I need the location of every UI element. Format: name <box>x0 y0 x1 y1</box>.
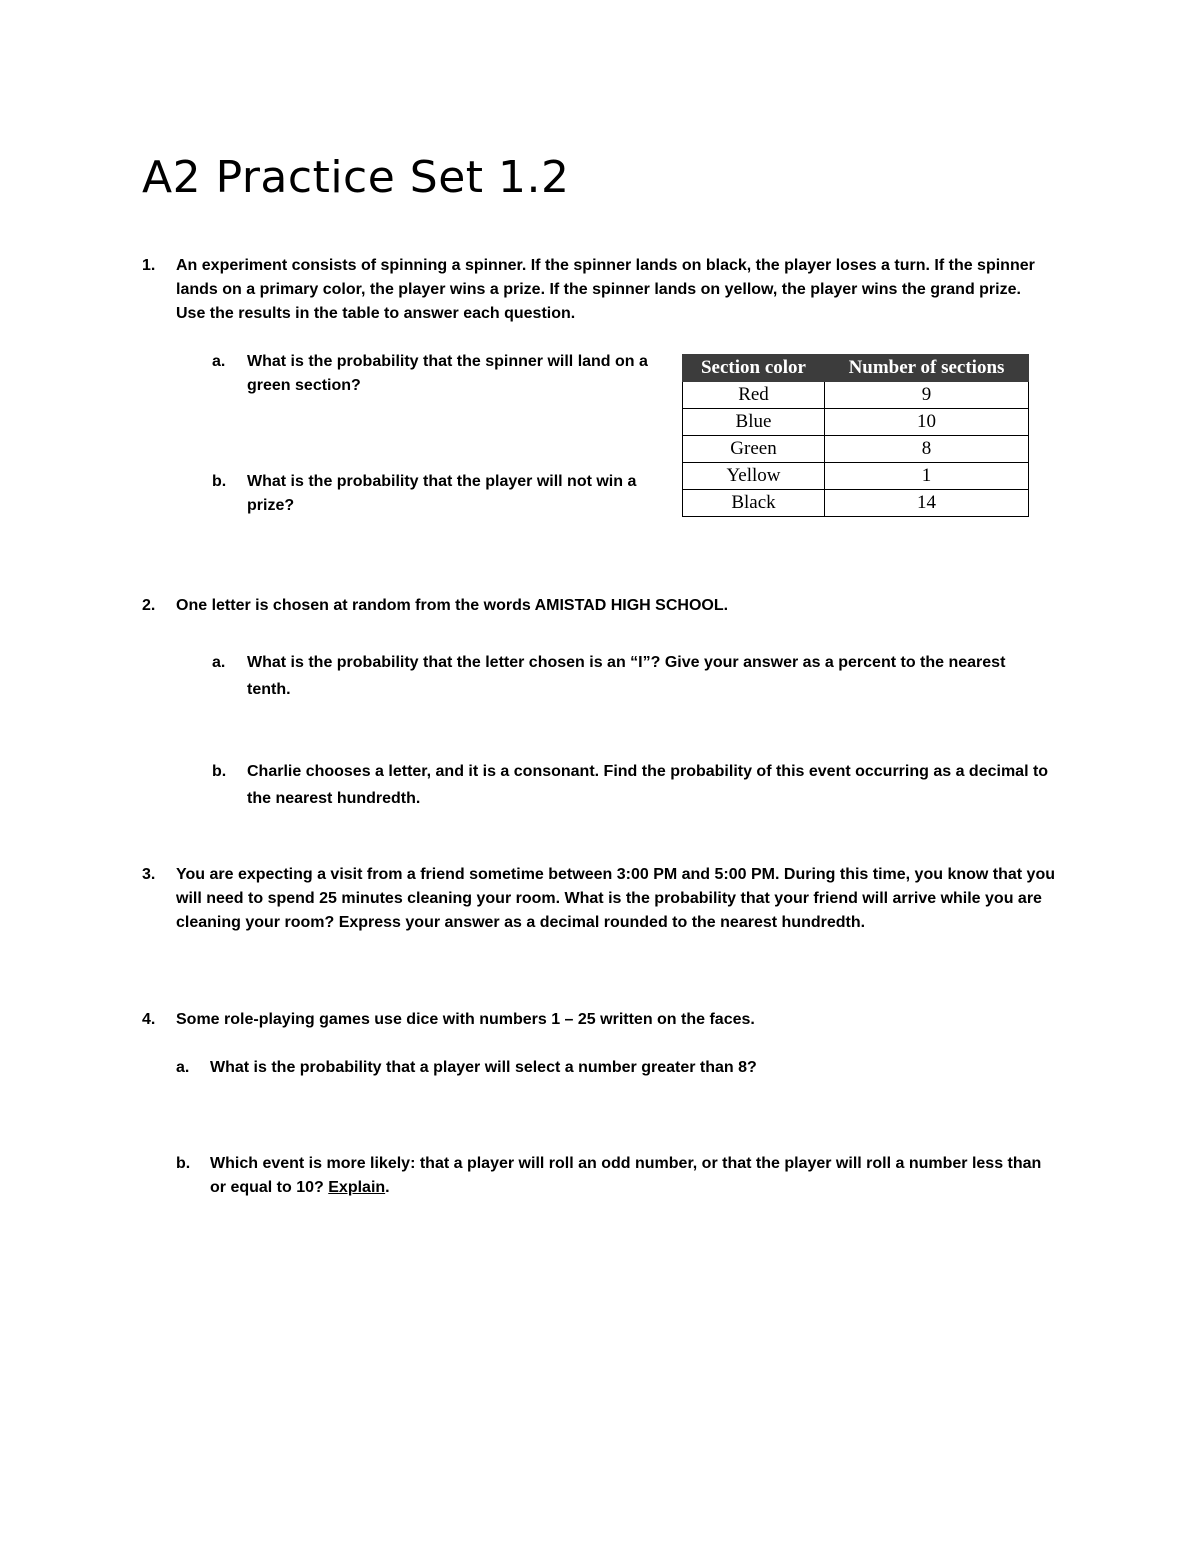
explain-word: Explain <box>328 1179 386 1196</box>
table-row <box>683 463 1029 490</box>
cell-count: 14 <box>825 490 1029 517</box>
cell-color: Black <box>683 490 825 517</box>
cell-count: 9 <box>825 382 1029 409</box>
section-table <box>682 354 1029 517</box>
cell-count: 8 <box>825 436 1029 463</box>
cell-count: 10 <box>825 409 1029 436</box>
q4b-label: b. <box>176 1155 191 1172</box>
q4b-question: Which event is more likely: that a player will roll an odd number, or that the player will roll a number less than or equal to 10? <box>210 1155 1042 1196</box>
table-row <box>683 436 1029 463</box>
table-row <box>683 409 1029 436</box>
cell-count: 1 <box>825 463 1029 490</box>
cell-color: Blue <box>683 409 825 436</box>
q1b-label: b. <box>212 473 227 490</box>
q2-text: One letter is chosen at random from the words AMISTAD HIGH SCHOOL. <box>176 597 729 614</box>
q4a-label: a. <box>176 1059 190 1076</box>
cell-color: Yellow <box>683 463 825 490</box>
table-row <box>683 382 1029 409</box>
q4-text: Some role-playing games use dice with numbers 1 – 25 written on the faces. <box>176 1011 755 1028</box>
header-section-color: Section color <box>683 355 825 382</box>
q2b-text: Charlie chooses a letter, and it is a consonant. Find the probability of this event occurring as a decimal to the nearest hundredth. <box>247 763 1049 807</box>
header-number-of-sections: Number of sections <box>825 355 1029 382</box>
cell-color: Red <box>683 382 825 409</box>
q1-text: An experiment consists of spinning a spinner. If the spinner lands on black, the player loses a turn. If the spinner lands on a primary color, the player wins a prize. If the spinner lands on yellow, the player wins the grand prize. Use the results in the table to answer each question. <box>176 257 1035 322</box>
q2a-text: What is the probability that the letter chosen is an “I”? Give your answer as a percent to the nearest tenth. <box>247 654 1006 698</box>
page-title: A2 Practice Set 1.2 <box>142 152 570 203</box>
q4-number: 4. <box>142 1011 156 1028</box>
q2b-label: b. <box>212 763 227 780</box>
q1a-text: What is the probability that the spinner will land on a green section? <box>247 353 648 394</box>
q3-text: You are expecting a visit from a friend sometime between 3:00 PM and 5:00 PM. During this time, you know that you will need to spend 25 minutes cleaning your room. What is the probability that your friend will arrive while you are cleaning your room? Express your answer as a decimal rounded to the nearest hundredth. <box>176 866 1055 931</box>
q1-number: 1. <box>142 257 156 274</box>
q2a-label: a. <box>212 654 226 671</box>
q1a-label: a. <box>212 353 226 370</box>
q3-number: 3. <box>142 866 156 883</box>
table-row <box>683 490 1029 517</box>
table-header-row <box>683 355 1029 382</box>
cell-color: Green <box>683 436 825 463</box>
q2-number: 2. <box>142 597 156 614</box>
q4b-text: Which event is more likely: that a player will roll an odd number, or that the player will roll a number less than or equal to 10? Explain. <box>210 1155 1042 1196</box>
q1b-text: What is the probability that the player will not win a prize? <box>247 473 637 514</box>
q4a-text: What is the probability that a player will select a number greater than 8? <box>210 1059 757 1076</box>
